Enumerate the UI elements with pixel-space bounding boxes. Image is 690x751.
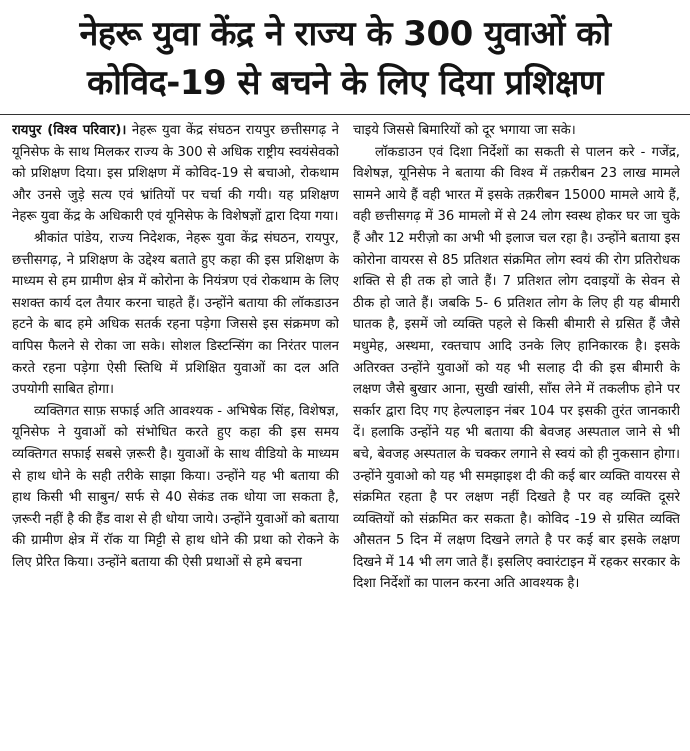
article-body xyxy=(12,120,680,747)
paragraph-text: नेहरू युवा केंद्र संघठन रायपुर छत्तीसगढ़ ने यूनिसेफ के साथ मिलकर राज्य के 300 से अधिक राष्ट्रीय स्वयंसेवको को प्रशिक्षण दिया। इस प्रशिक्षण में कोविद-19 से बचाओ, रोकथाम और उनसे जुड़े सत्य एवं भ्रांतियों पर चर्चा की गयी। यह प्रशिक्षण नेहरू युवा केंद्र के अधिकारी एवं यूनिसेफ के विशेषज्ञों द्वारा दिया गया। xyxy=(12,123,339,225)
headline-line-2: कोविद-19 से बचने के लिए दिया प्रशिक्षण xyxy=(87,63,603,103)
article-paragraph: श्रीकांत पांडेय, राज्य निदेशक, नेहरू युवा केंद्र संघठन, रायपुर, छत्तीसगढ़, ने प्रशिक्षण के उद्देश्य बताते हुए कहा की इस प्रशिक्षण के माध्यम से हम ग्रामीण क्षेत्र में कोरोना के नियंत्रण एवं रोकथाम के लिए सशक्त कार्य दल तैयार करना चाहते हैं। उन्होंने बताया की लॉकडाउन हटने के बाद हमे अधिक सतर्क रहना पड़ेगा जिससे इस संक्रमण को वापिस फैलने से रोका जा सके। सोशल डिस्टन्सिंग का निरंतर पालन करते रहना पड़ेगा ऐसी स्तिथि में प्रशिक्षित युवाओं का दल अति उपयोगी साबित होगा। xyxy=(12,230,339,398)
article-paragraph: व्यक्तिगत साफ़ सफाई अति आवश्यक - अभिषेक सिंह, विशेषज्ञ, यूनिसेफ ने युवाओं को संभोधित करते हुए कहा की इस समय व्यक्तिगत सफाई सबसे ज़रूरी है। युवाओं के साथ वीडियो के माध्यम से हाथ धोने के सही तरीके साझा किया। उन्होंने यह भी बताया की हाथ किसी भी साबुन/ सर्फ से 40 सेकंड तक धोया जा सकता है, ज़रूरी नहीं है की हैंड वाश से ही धोया जाये। उन्होंने युवाओं को बताया की ग्रामीण क्षेत्र में रॉक या मिट्टी से हाथ धोने की प्रथा को रोकने के लिए प्रेरित किया। उन्होंने बताया की ऐसी प्रथाओं से हमे बचना xyxy=(12,403,339,570)
dateline: रायपुर (विश्व परिवार)। xyxy=(12,123,127,138)
article-paragraph: चाइये जिससे बिमारियों को दूर भगाया जा सके। xyxy=(353,123,576,138)
article-paragraph: लॉकडाउन एवं दिशा निर्देशों का सकती से पालन करे - गजेंद्र, विशेषज्ञ, यूनिसेफ ने बताया की विश्व में तक़रीबन 23 लाख मामले सामने आये हैं वही भारत में इसके तक़रीबन 15000 मामले आये हैं, वही छत्तीसगढ़ में 36 मामलो में से 24 लोग स्वस्थ होकर घर जा चुके हैं और 12 मरीज़ो का अभी भी इलाज चल रहा है। उन्होंने बताया इस कोरोना वायरस से 85 प्रतिशत संक्रमित लोग स्वयं की रोग प्रतिरोधक शक्ति से ही तक हो जाते हैं। 7 प्रतिशत लोग दवाइयों के सेवन से ठीक हो जाते हैं। जबकि 5- 6 प्रतिशत लोग के लिए ही यह बीमारी घातक है, इसमें जो व्यक्ति पहले से किसी बीमारी से ग्रसित हैं जैसे मधुमेह, अस्थमा, रक्तचाप आदि उनके लिए हानिकारक है। इसके अतिरक्त उन्होंने युवाओं को यह भी सलाह दी की इस बीमारी के लक्षण जैसे बुखार आना, सुखी खांसी, साँस लेने में तकलीफ होने पर सर्कार द्वारा दिए गए हेल्पलाइन नंबर 104 पर इसकी तुरंत जानकारी दें। हलाकि उन्होंने यह भी बताया की बेवजह अस्पताल जाने से भी बचे, बेवजह अस्पताल के चक्कर लगाने से स्वयं को ही नुकसान होगा। उन्होंने युवाओ को यह भी समझाइश दी की कई बार व्यक्ति वायरस से संक्रमित रहता है पर लक्षण नहीं दिखते है पर वह व्यक्ति दूसरे व्यक्तियों को संक्रमित कर सकता है। कोविद -19 से ग्रसित व्यक्ति औसतन 5 दिन में लक्षण दिखने लगते है पर कई बार इसके लक्षण दिखने में 14 भी लग जाते हैं। इसलिए क्वारंटाइन में रहकर सरकार के दिशा निर्देशों का पालन करना अति आवश्यक है। xyxy=(353,144,680,592)
headline xyxy=(0,0,690,108)
headline-line-1: नेहरू युवा केंद्र ने राज्य के 300 युवाओं को xyxy=(79,14,611,54)
article-paragraph xyxy=(12,120,339,228)
left-column xyxy=(12,120,339,747)
headline-divider xyxy=(0,114,690,115)
right-column xyxy=(353,120,680,747)
